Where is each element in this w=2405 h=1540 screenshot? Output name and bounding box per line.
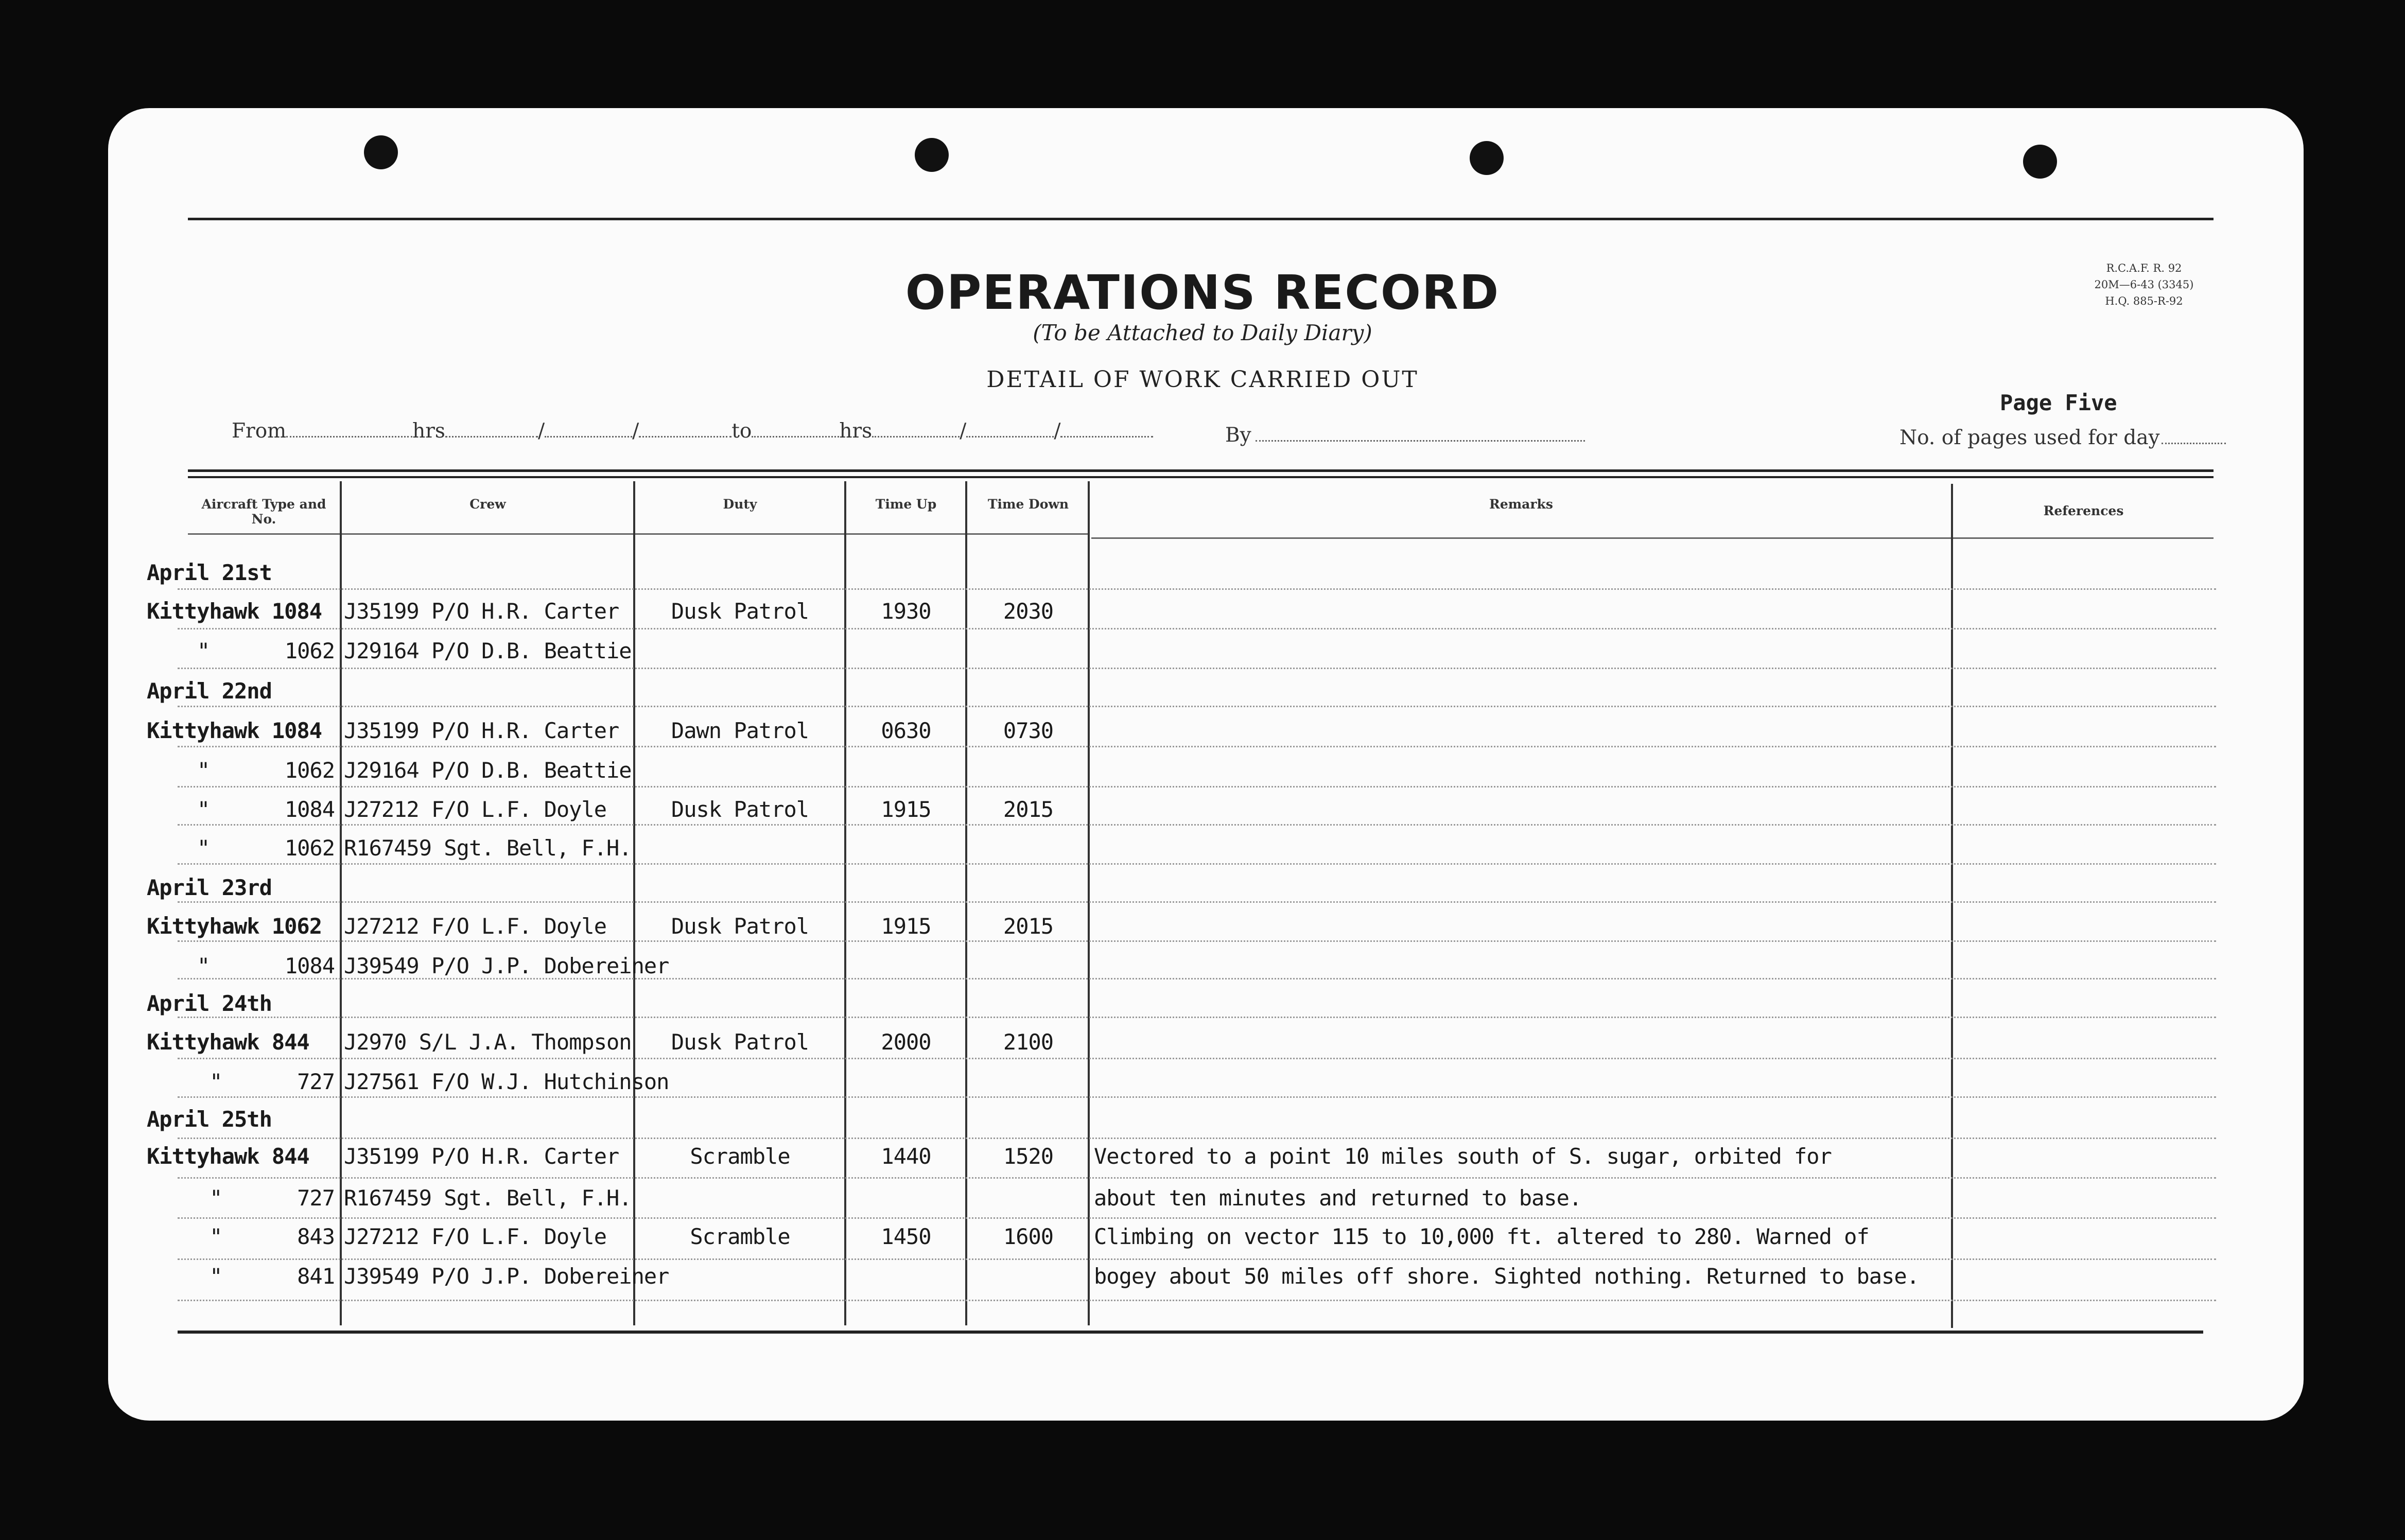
section-heading: DETAIL OF WORK CARRIED OUT xyxy=(986,366,1419,393)
form-reference xyxy=(2072,260,2216,309)
row-rule xyxy=(178,1258,2216,1260)
date-label: April 23rd xyxy=(147,875,272,900)
down-cell: 2030 xyxy=(1003,599,1054,624)
row-rule xyxy=(178,746,2216,747)
page-subtitle: (To be Attached to Daily Diary) xyxy=(1033,320,1372,345)
aircraft-cell: Kittyhawk 844 xyxy=(147,1144,309,1169)
form-ref-line: H.Q. 885-R-92 xyxy=(2105,295,2183,307)
top-rule xyxy=(188,218,2214,220)
column-header: Aircraft Type and No. xyxy=(201,497,326,527)
aircraft-cell: Kittyhawk 1062 xyxy=(147,914,322,939)
page-title: OPERATIONS RECORD xyxy=(905,265,1500,320)
column-header: Time Down xyxy=(987,497,1069,512)
column-header: References xyxy=(2043,503,2124,518)
crew-cell: J39549 P/O J.P. Dobereiner xyxy=(344,953,669,978)
column-header: Duty xyxy=(723,497,757,512)
page-number: Page Five xyxy=(2000,390,2117,415)
aircraft-cell: " 843 xyxy=(210,1224,335,1249)
crew-cell: J35199 P/O H.R. Carter xyxy=(344,718,619,743)
row-rule xyxy=(178,901,2216,903)
row-rule xyxy=(178,706,2216,707)
crew-cell: J35199 P/O H.R. Carter xyxy=(344,599,619,624)
crew-cell: J27212 F/O L.F. Doyle xyxy=(344,797,607,822)
date-label: April 22nd xyxy=(147,678,272,704)
form-ref-line: 20M—6-43 (3345) xyxy=(2094,278,2194,291)
duty-cell: Scramble xyxy=(690,1224,790,1249)
aircraft-cell: " 1062 xyxy=(197,758,335,783)
pages-used-label: No. of pages used for day xyxy=(1899,426,2160,449)
crew-cell: R167459 Sgt. Bell, F.H. xyxy=(344,1185,632,1211)
punch-hole xyxy=(1470,141,1504,175)
from-label: From xyxy=(232,419,287,443)
row-rule xyxy=(178,1137,2216,1139)
aircraft-cell: " 727 xyxy=(210,1069,335,1094)
from-label: / xyxy=(1054,419,1061,443)
crew-cell: J39549 P/O J.P. Dobereiner xyxy=(344,1264,669,1289)
header-rule xyxy=(188,469,2214,472)
crew-cell: J29164 P/O D.B. Beattie xyxy=(344,758,632,783)
aircraft-cell: " 1084 xyxy=(197,953,335,978)
row-rule xyxy=(178,1096,2216,1098)
pages-used-blank xyxy=(2162,443,2226,444)
up-cell: 2000 xyxy=(881,1029,931,1055)
row-rule xyxy=(178,1217,2216,1219)
down-cell: 1600 xyxy=(1003,1224,1054,1249)
by-label: By xyxy=(1225,424,1251,447)
down-cell: 2015 xyxy=(1003,797,1054,822)
row-rule xyxy=(178,1300,2216,1301)
aircraft-cell: " 727 xyxy=(210,1185,335,1211)
crew-cell: J2970 S/L J.A. Thompson xyxy=(344,1029,632,1055)
aircraft-cell: " 1084 xyxy=(197,797,335,822)
date-label: April 24th xyxy=(147,991,272,1016)
header-rule xyxy=(188,476,2214,478)
up-cell: 1915 xyxy=(881,797,931,822)
punch-hole xyxy=(2023,145,2057,179)
column-rule xyxy=(844,481,846,1325)
header-underline xyxy=(188,533,1089,535)
header-underline xyxy=(1091,537,2214,539)
column-rule xyxy=(965,481,967,1325)
aircraft-cell: " 1062 xyxy=(197,638,335,663)
up-cell: 1440 xyxy=(881,1144,931,1169)
up-cell: 1915 xyxy=(881,914,931,939)
date-label: April 21st xyxy=(147,560,272,585)
row-rule xyxy=(178,1058,2216,1059)
row-rule xyxy=(178,824,2216,826)
column-header: Crew xyxy=(469,497,506,512)
aircraft-cell: Kittyhawk 1084 xyxy=(147,599,322,624)
duty-cell: Dusk Patrol xyxy=(671,1029,809,1055)
duty-cell: Scramble xyxy=(690,1144,790,1169)
remarks-cell: Vectored to a point 10 miles south of S. sugar, orbited for xyxy=(1094,1144,1832,1169)
row-rule xyxy=(178,863,2216,865)
from-label: to xyxy=(731,419,752,443)
duty-cell: Dawn Patrol xyxy=(671,718,809,743)
aircraft-cell: Kittyhawk 1084 xyxy=(147,718,322,743)
from-label: hrs xyxy=(839,419,873,443)
from-label: hrs xyxy=(412,419,445,443)
crew-cell: J27212 F/O L.F. Doyle xyxy=(344,914,607,939)
row-rule xyxy=(178,628,2216,629)
duty-cell: Dusk Patrol xyxy=(671,797,809,822)
punch-hole xyxy=(915,138,949,172)
from-label: / xyxy=(632,419,639,443)
column-rule xyxy=(340,481,342,1325)
date-label: April 25th xyxy=(147,1107,272,1132)
crew-cell: R167459 Sgt. Bell, F.H. xyxy=(344,835,632,861)
form-ref-line: R.C.A.F. R. 92 xyxy=(2106,262,2182,274)
column-rule xyxy=(633,481,635,1325)
row-rule xyxy=(178,1017,2216,1018)
row-rule xyxy=(178,588,2216,590)
aircraft-cell: " 1062 xyxy=(197,835,335,861)
punch-hole xyxy=(364,135,398,169)
row-rule xyxy=(178,1177,2216,1179)
bottom-rule xyxy=(178,1331,2203,1334)
remarks-cell: about ten minutes and returned to base. xyxy=(1094,1185,1582,1211)
up-cell: 1450 xyxy=(881,1224,931,1249)
column-header: Remarks xyxy=(1489,497,1553,512)
from-label: / xyxy=(537,419,545,443)
column-rule xyxy=(1951,484,1953,1328)
down-cell: 0730 xyxy=(1003,718,1054,743)
remarks-cell: bogey about 50 miles off shore. Sighted nothing. Returned to base. xyxy=(1094,1264,1919,1289)
row-rule xyxy=(178,940,2216,942)
crew-cell: J29164 P/O D.B. Beattie xyxy=(344,638,632,663)
duty-cell: Dusk Patrol xyxy=(671,599,809,624)
row-rule xyxy=(178,668,2216,669)
by-line xyxy=(1225,424,1585,447)
crew-cell: J27561 F/O W.J. Hutchinson xyxy=(344,1069,669,1094)
aircraft-cell: " 841 xyxy=(210,1264,335,1289)
down-cell: 1520 xyxy=(1003,1144,1054,1169)
duty-cell: Dusk Patrol xyxy=(671,914,809,939)
row-rule xyxy=(178,786,2216,787)
column-header: Time Up xyxy=(875,497,937,512)
pages-used xyxy=(1899,426,2226,449)
from-line xyxy=(232,419,1153,443)
down-cell: 2100 xyxy=(1003,1029,1054,1055)
remarks-cell: Climbing on vector 115 to 10,000 ft. altered to 280. Warned of xyxy=(1094,1224,1869,1249)
up-cell: 0630 xyxy=(881,718,931,743)
crew-cell: J27212 F/O L.F. Doyle xyxy=(344,1224,607,1249)
from-label: / xyxy=(960,419,967,443)
up-cell: 1930 xyxy=(881,599,931,624)
aircraft-cell: Kittyhawk 844 xyxy=(147,1029,309,1055)
crew-cell: J35199 P/O H.R. Carter xyxy=(344,1144,619,1169)
down-cell: 2015 xyxy=(1003,914,1054,939)
